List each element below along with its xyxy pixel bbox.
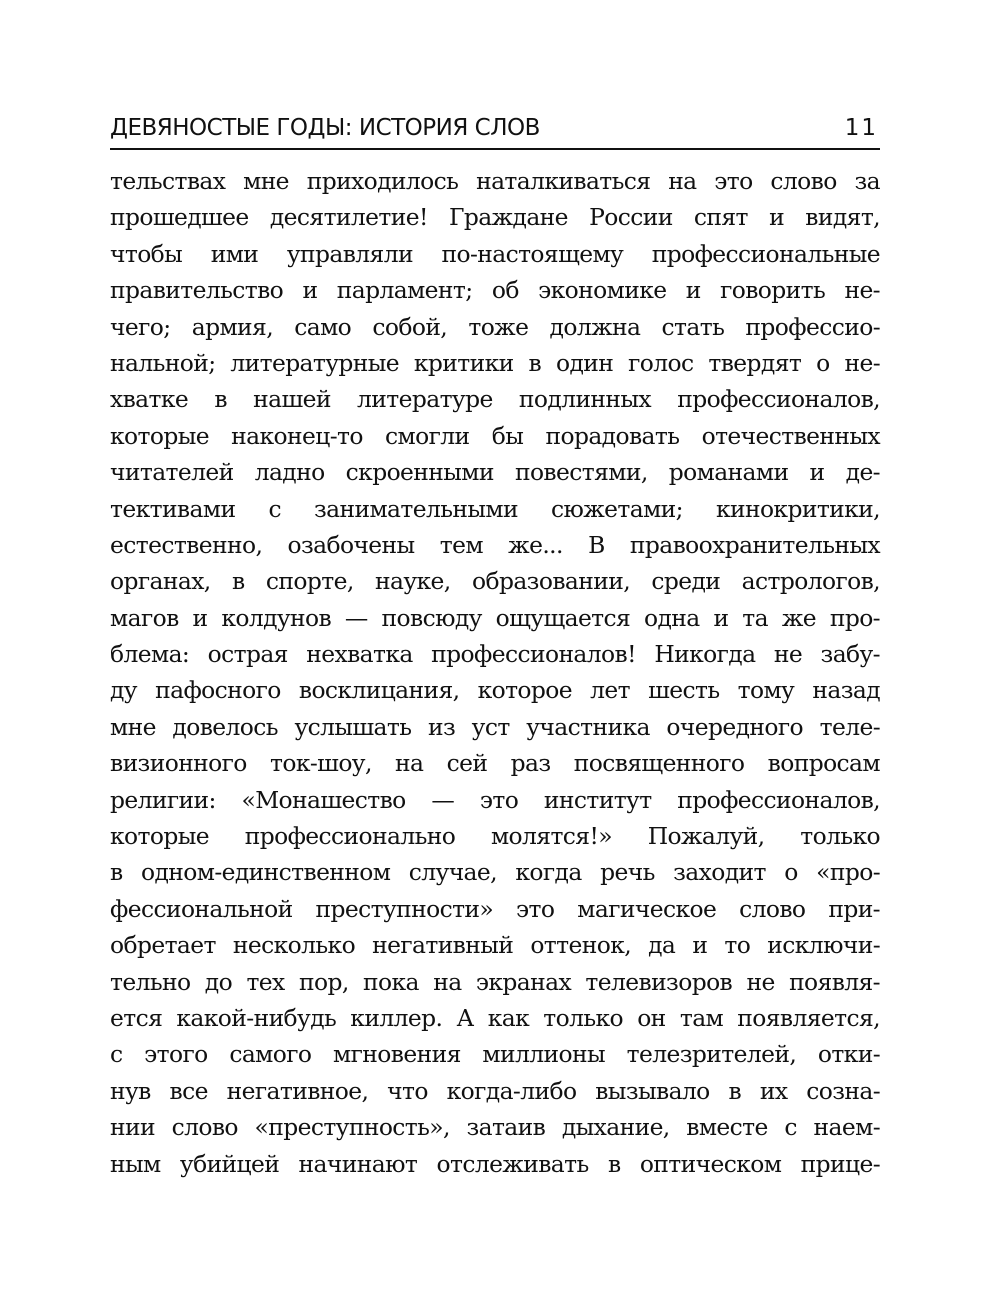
text-line: мне довелось услышать из уст участника очередного теле- bbox=[110, 712, 880, 741]
text-line: нув все негативное, что когда-либо вызывало в их созна- bbox=[110, 1076, 880, 1105]
text-line: блема: острая нехватка профессионалов! Никогда не забу- bbox=[110, 640, 880, 669]
text-line: магов и колдунов — повсюду ощущается одна и та же про- bbox=[110, 603, 880, 632]
text-line: тективами с занимательными сюжетами; кинокритики, bbox=[110, 494, 880, 523]
body-text bbox=[110, 163, 880, 1182]
text-line: которые профессионально молятся!» Пожалуй, только bbox=[110, 822, 880, 851]
text-line: с этого самого мгновения миллионы телезрителей, отки- bbox=[110, 1040, 880, 1069]
text-line: обретает несколько негативный оттенок, да и то исключи- bbox=[110, 931, 880, 960]
text-line: тельно до тех пор, пока на экранах телевизоров не появля- bbox=[110, 967, 880, 996]
text-line: тельствах мне приходилось наталкиваться на это слово за bbox=[110, 167, 880, 195]
text-line: органах, в спорте, науке, образовании, среди астрологов, bbox=[110, 567, 880, 596]
text-line: фессиональной преступности» это магическое слово при- bbox=[110, 894, 880, 923]
text-line: чего; армия, само собой, тоже должна стать профессио- bbox=[110, 312, 880, 341]
text-line: естественно, озабочены тем же... В правоохранительных bbox=[110, 530, 880, 559]
text-line: визионного ток-шоу, на сей раз посвященного вопросам bbox=[110, 749, 880, 778]
text-line: прошедшее десятилетие! Граждане России спят и видят, bbox=[110, 203, 880, 232]
page-header bbox=[110, 112, 880, 150]
text-line: нальной; литературные критики в один голос твердят о не- bbox=[110, 348, 880, 377]
text-line: чтобы ими управляли по-настоящему профессиональные bbox=[110, 239, 880, 268]
text-line: хватке в нашей литературе подлинных профессионалов, bbox=[110, 385, 880, 414]
text-line: ду пафосного восклицания, которое лет шесть тому назад bbox=[110, 676, 880, 705]
text-line: которые наконец-то смогли бы порадовать отечественных bbox=[110, 421, 880, 450]
text-line: ется какой-нибудь киллер. А как только он там появляется, bbox=[110, 1003, 880, 1032]
page-number: 11 bbox=[844, 115, 878, 141]
text-line: правительство и парламент; об экономике и говорить не- bbox=[110, 276, 880, 305]
text-line: нии слово «преступность», затаив дыхание, вместе с наем- bbox=[110, 1113, 880, 1142]
text-line: религии: «Монашество — это институт профессионалов, bbox=[110, 785, 880, 814]
text-line: читателей ладно скроенными повестями, романами и де- bbox=[110, 458, 880, 487]
running-title: ДЕВЯНОСТЫЕ ГОДЫ: ИСТОРИЯ СЛОВ bbox=[110, 115, 540, 141]
text-line: в одном-единственном случае, когда речь заходит о «про- bbox=[110, 858, 880, 887]
text-line: ным убийцей начинают отслеживать в оптическом прице- bbox=[110, 1149, 880, 1178]
